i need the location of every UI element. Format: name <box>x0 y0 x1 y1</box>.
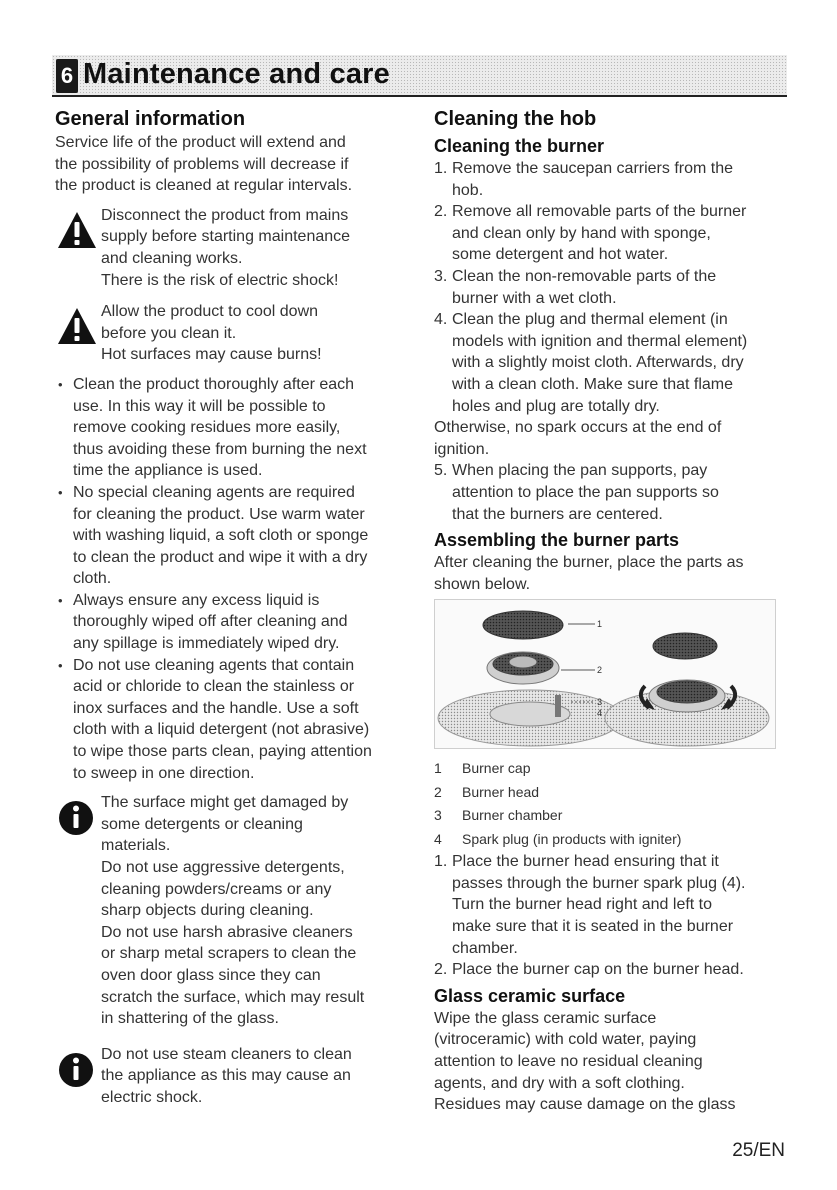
assemble-intro: After cleaning the burner, place the parts as shown below. <box>434 554 744 593</box>
glass-ceramic-subheading: Glass ceramic surface <box>434 985 626 1006</box>
legend-row: 1 Burner cap <box>434 760 531 777</box>
list-item: 1. Place the burner head ensuring that it passes through the burner spark plug (4). Turn the burner head right and left to make sure that it is seated in the burner chamber. <box>434 853 746 957</box>
list-item: 2. Place the burner cap on the burner head. <box>434 961 744 979</box>
general-bullet-list <box>55 374 415 784</box>
legend-row: 4 Spark plug (in products with igniter) <box>434 830 682 847</box>
chapter-number-badge: 6 <box>56 59 78 93</box>
warning-icon <box>57 211 97 249</box>
left-column <box>55 106 415 1117</box>
info-detergents: The surface might get damaged by some detergents or cleaning materials. Do not use aggressive detergents, cleaning powders/creams or any sharp objects during cleaning. Do not use harsh abrasive cleaners or sharp metal scrapers to clean the oven door glass since they can scratch the surface, which may result in shattering of the glass. <box>55 792 415 1030</box>
page-number: 25/EN <box>732 1140 785 1161</box>
list-item: • Do not use cleaning agents that contain acid or chloride to clean the stainless or inox surfaces and the handle. Use a soft cloth with a liquid detergent (not abrasive) to wipe those parts clean, paying attention to sweep in one direction. <box>55 655 415 785</box>
pan-support-step <box>434 460 794 525</box>
assembly-steps <box>434 851 794 981</box>
chapter-title: Maintenance and care <box>83 58 390 90</box>
info-steam-cleaners: Do not use steam cleaners to clean the appliance as this may cause an electric shock. <box>55 1044 415 1109</box>
callout-1: 1 <box>597 619 603 630</box>
callout-3: 3 <box>597 697 603 708</box>
right-column <box>434 106 794 1116</box>
list-item: 2. Remove all removable parts of the burner and clean only by hand with sponge, some detergent and hot water. <box>434 203 747 264</box>
info-icon <box>57 1050 97 1088</box>
burner-assembly-figure <box>434 599 776 749</box>
otherwise-paragraph: Otherwise, no spark occurs at the end of ignition. <box>434 419 722 458</box>
list-item: • Always ensure any excess liquid is thoroughly wiped off after cleaning and any spillage is immediately wiped dry. <box>55 590 415 655</box>
burner-assembly-illustration <box>435 600 777 750</box>
list-item: • Clean the product thoroughly after each use. In this way it will be possible to remove cooking residues more easily, thus avoiding these from burning the next time the appliance is used. <box>55 374 415 482</box>
glass-ceramic-paragraph: Wipe the glass ceramic surface (vitroceramic) with cold water, paying attention to leave no residual cleaning agents, and dry with a soft clothing. Residues may cause damage on the glass <box>434 1009 736 1114</box>
figure-legend <box>434 757 794 851</box>
assembling-burner-subheading: Assembling the burner parts <box>434 530 680 551</box>
info-icon <box>57 798 97 836</box>
legend-row: 2 Burner head <box>434 783 540 800</box>
warning-icon <box>57 307 97 345</box>
callout-2: 2 <box>597 665 603 676</box>
cleaning-hob-heading: Cleaning the hob <box>434 108 597 130</box>
list-item: 1. Remove the saucepan carriers from the hob. <box>434 160 734 199</box>
list-item: 3. Clean the non-removable parts of the burner with a wet cloth. <box>434 267 717 307</box>
warning-hot-surfaces: Allow the product to cool down before you clean it. Hot surfaces may cause burns! <box>55 301 415 366</box>
burner-cleaning-steps <box>434 158 794 417</box>
callout-4: 4 <box>597 708 603 719</box>
general-information-heading: General information <box>55 108 246 130</box>
list-item: 4. Clean the plug and thermal element (in models with ignition and thermal element) with a slightly moist cloth. Afterwards, dry with a clean cloth. Make sure that flame holes and plug are totally dry. <box>434 311 748 415</box>
intro-paragraph: Service life of the product will extend and the possibility of problems will decrease if the product is cleaned at regular intervals. <box>55 134 353 195</box>
warning-electric-shock: Disconnect the product from mains supply before starting maintenance and cleaning works. There is the risk of electric shock! <box>55 205 415 291</box>
list-item: 5. When placing the pan supports, pay attention to place the pan supports so that the burners are centered. <box>434 462 719 523</box>
cleaning-burner-subheading: Cleaning the burner <box>434 136 605 156</box>
legend-row: 3 Burner chamber <box>434 807 563 824</box>
chapter-header <box>52 55 787 97</box>
list-item: • No special cleaning agents are required for cleaning the product. Use warm water with washing liquid, a soft cloth or sponge to clean the product and wipe it with a dry cloth. <box>55 482 415 590</box>
